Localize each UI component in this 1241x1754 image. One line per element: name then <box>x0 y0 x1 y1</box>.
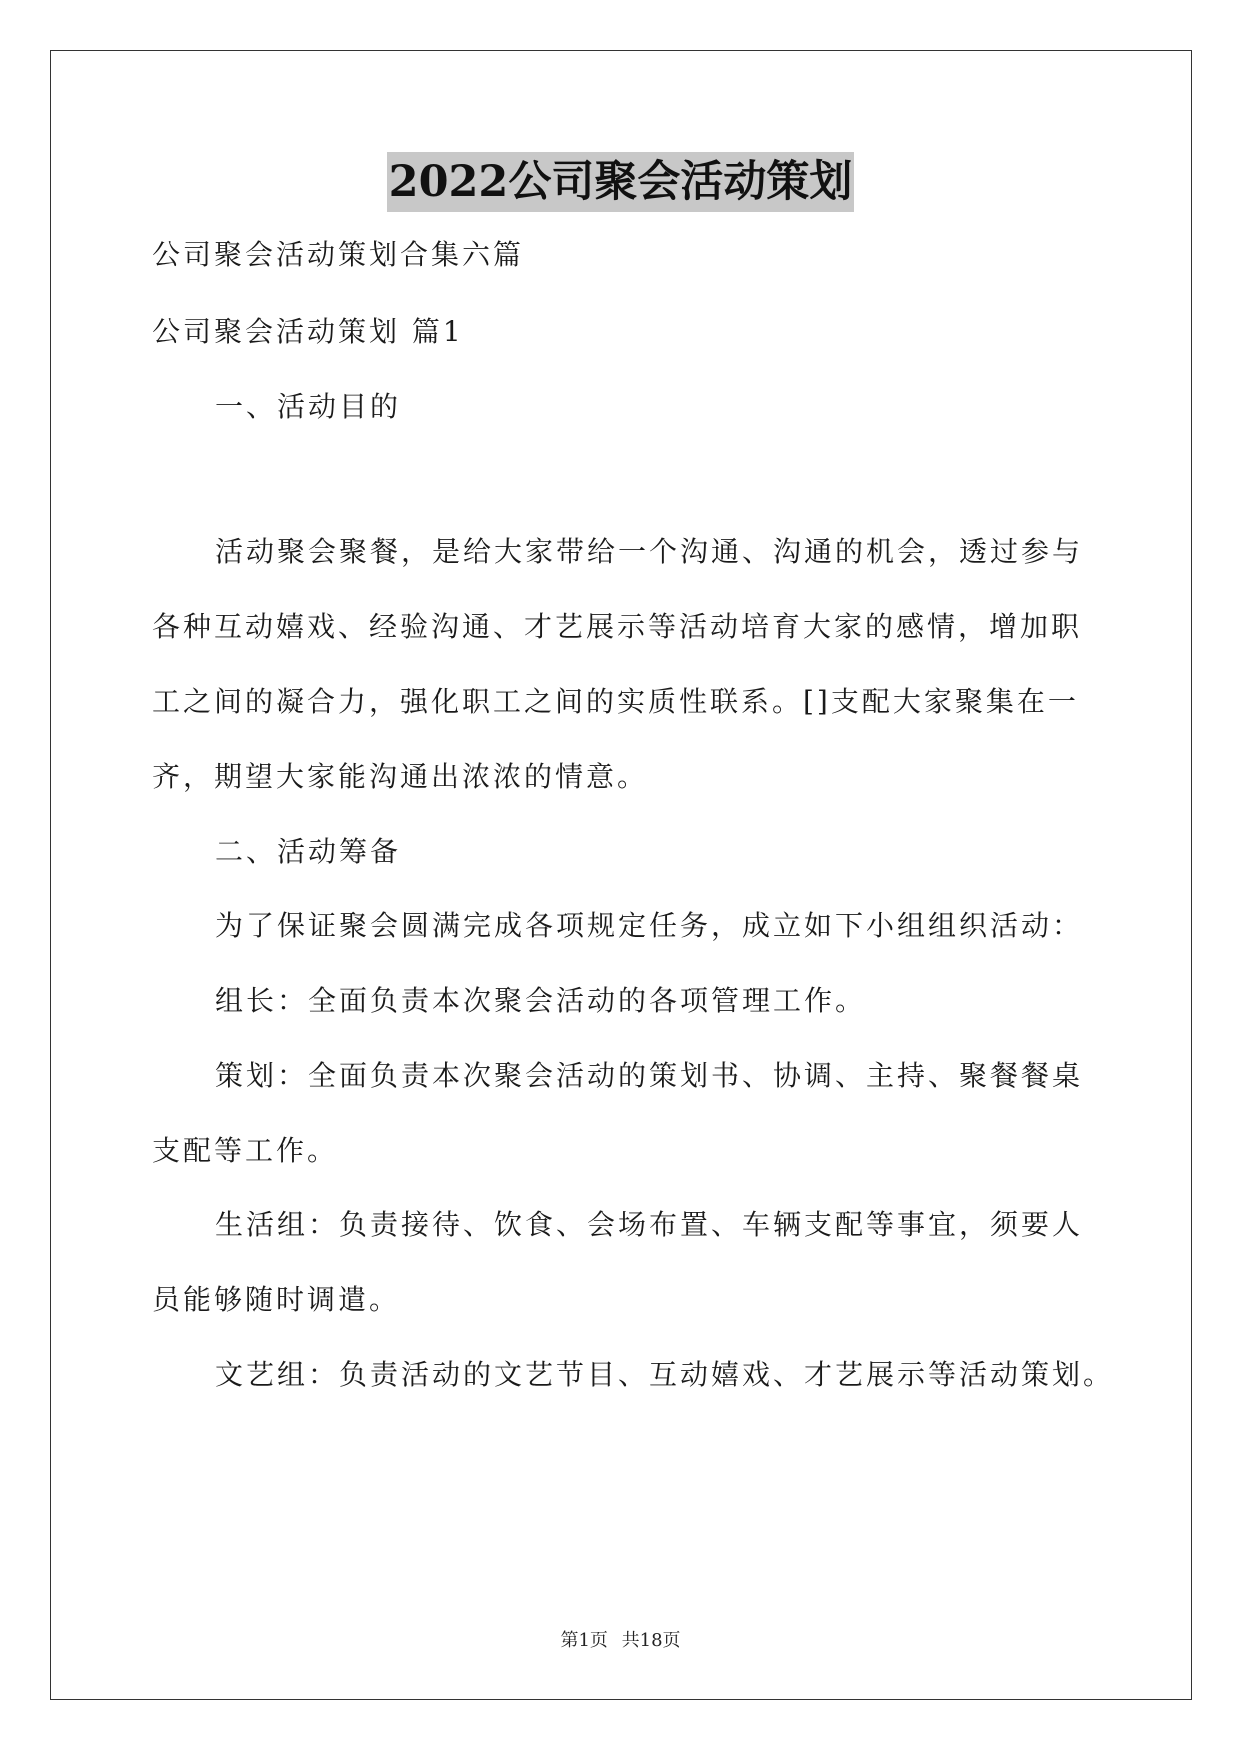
section-heading-part1: 公司聚会活动策划 篇1 <box>152 315 464 348</box>
paragraph-line: 为了保证聚会圆满完成各项规定任务，成立如下小组组织活动： <box>215 909 1084 942</box>
paragraph-line: 各种互动嬉戏、经验沟通、才艺展示等活动培育大家的感情，增加职 <box>152 610 1083 643</box>
heading-purpose: 一、活动目的 <box>215 390 402 423</box>
paragraph-line: 工之间的凝合力，强化职工之间的实质性联系。[]支配大家聚集在一 <box>152 685 1079 718</box>
paragraph-line: 员能够随时调遣。 <box>152 1283 401 1316</box>
page-total: 共18页 <box>621 1630 681 1651</box>
page-border <box>50 50 1192 1700</box>
collection-heading: 公司聚会活动策划合集六篇 <box>152 238 525 271</box>
paragraph-line: 支配等工作。 <box>152 1134 339 1167</box>
paragraph-line: 组长：全面负责本次聚会活动的各项管理工作。 <box>215 984 867 1017</box>
page-number: 第1页 <box>560 1630 608 1651</box>
paragraph-line: 齐，期望大家能沟通出浓浓的情意。 <box>152 760 649 793</box>
heading-preparation: 二、活动筹备 <box>215 835 402 868</box>
paragraph-line: 策划：全面负责本次聚会活动的策划书、协调、主持、聚餐餐桌 <box>215 1059 1084 1092</box>
document-title: 2022公司聚会活动策划 <box>387 152 855 212</box>
page-footer <box>0 1626 1241 1652</box>
paragraph-line: 活动聚会聚餐，是给大家带给一个沟通、沟通的机会，透过参与 <box>215 535 1084 568</box>
paragraph-line: 生活组：负责接待、饮食、会场布置、车辆支配等事宜，须要人 <box>215 1208 1084 1241</box>
paragraph-line: 文艺组：负责活动的文艺节目、互动嬉戏、才艺展示等活动策划。 <box>215 1358 1115 1391</box>
title-wrap <box>0 152 1241 212</box>
